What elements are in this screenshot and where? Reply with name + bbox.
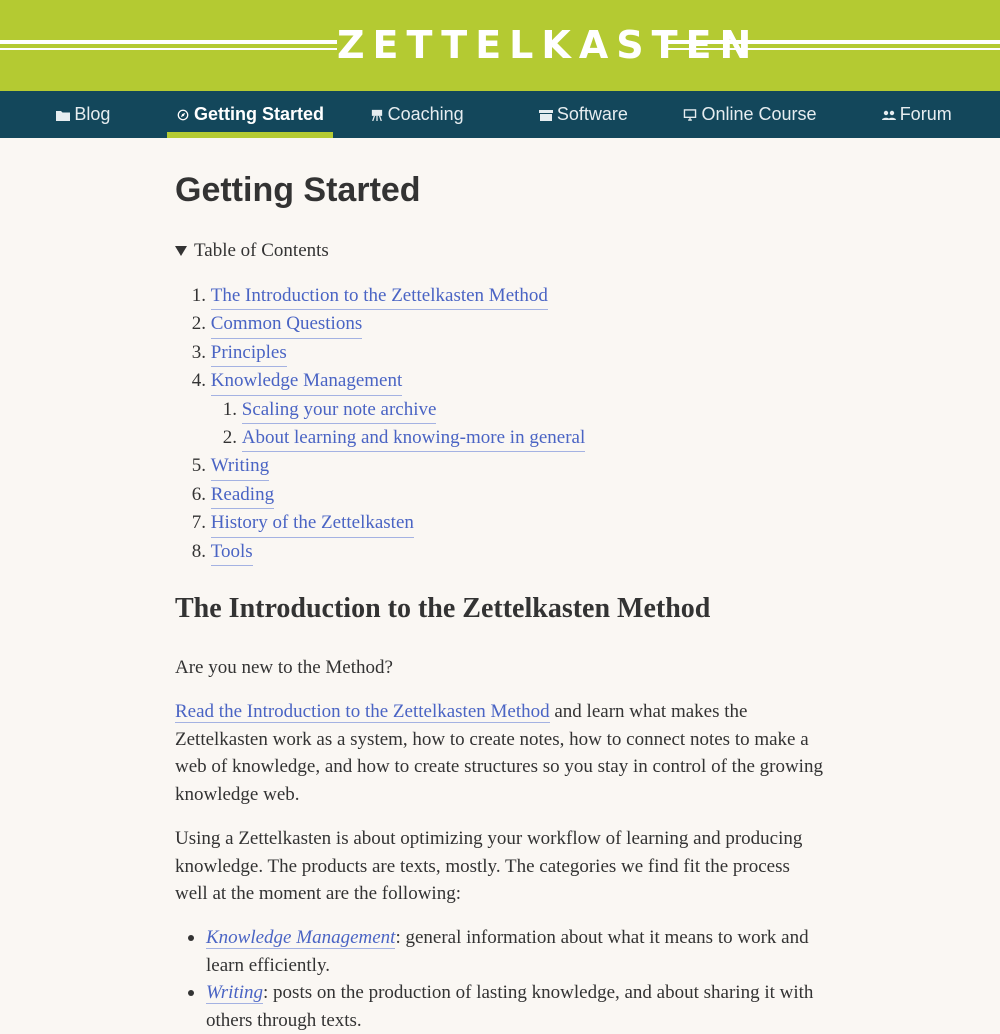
- nav-item-label: Blog: [74, 104, 111, 124]
- category-link[interactable]: Writing: [206, 982, 264, 1004]
- toc-link[interactable]: Reading: [211, 481, 274, 509]
- list-item: [175, 979, 825, 1034]
- toc-item: [175, 538, 825, 566]
- categories-list: [175, 924, 825, 1034]
- compass-icon: [176, 109, 190, 121]
- toc-subitem: [175, 424, 825, 452]
- site-logo[interactable]: ZETTELKASTEN: [337, 23, 760, 67]
- toc-link[interactable]: The Introduction to the Zettelkasten Method: [211, 282, 548, 310]
- triangle-down-icon: [175, 246, 187, 256]
- nav-item-label: Coaching: [387, 104, 464, 124]
- nav-item-label: Online Course: [701, 104, 817, 124]
- toc-item-number: 7.: [191, 512, 206, 534]
- nav-item-label: Getting Started: [194, 104, 325, 124]
- toc-link[interactable]: History of the Zettelkasten: [211, 509, 414, 537]
- intro-paragraph: [175, 698, 825, 808]
- toc-link[interactable]: Knowledge Management: [211, 367, 403, 395]
- toc-item-number: 6.: [191, 483, 206, 505]
- header-rule-left: [0, 40, 337, 50]
- toc-link[interactable]: Principles: [211, 339, 287, 367]
- toc-item: [175, 367, 825, 395]
- main-nav: [0, 91, 1000, 138]
- intro-question: Are you new to the Method?: [175, 657, 393, 679]
- toc-link[interactable]: Tools: [211, 538, 253, 566]
- toc-item-number: 3.: [191, 341, 206, 363]
- nav-item-online-course[interactable]: [667, 91, 834, 138]
- toc-item-number: 1.: [191, 285, 206, 306]
- nav-item-label: Software: [556, 104, 628, 124]
- table-of-contents: [175, 282, 825, 566]
- toc-item: [175, 509, 825, 537]
- main-content: [175, 138, 825, 1034]
- toc-item-number: 8.: [191, 540, 206, 562]
- easel-icon: [370, 109, 384, 121]
- section-heading: The Introduction to the Zettelkasten Method: [175, 593, 711, 625]
- toc-item-number: 4.: [191, 370, 206, 392]
- toc-subitem: [175, 396, 825, 424]
- users-icon: [882, 109, 896, 121]
- page-title: Getting Started: [175, 171, 421, 209]
- intro-link[interactable]: Read the Introduction to the Zettelkasten Method: [175, 701, 550, 723]
- category-description: : general information about what it means to work and learn efficiently.: [206, 927, 809, 976]
- toc-link[interactable]: Scaling your note archive: [242, 396, 437, 424]
- nav-item-software[interactable]: [500, 91, 667, 138]
- toc-item: [175, 339, 825, 367]
- nav-item-blog[interactable]: [0, 91, 167, 138]
- categories-paragraph: Using a Zettelkasten is about optimizing your workflow of learning and producing knowledge. The products are texts, mostly. The categories we find fit the process well at the moment are the following:: [175, 828, 803, 904]
- nav-item-getting-started[interactable]: [167, 91, 334, 138]
- header-rule-right: [663, 40, 1000, 50]
- toc-item: [175, 310, 825, 338]
- toc-toggle[interactable]: [175, 240, 825, 262]
- toc-item: [175, 481, 825, 509]
- nav-item-forum[interactable]: [833, 91, 1000, 138]
- category-link[interactable]: Knowledge Management: [206, 927, 396, 949]
- site-header: [0, 0, 1000, 91]
- box-icon: [539, 109, 553, 121]
- toc-item: [175, 282, 825, 310]
- nav-item-label: Forum: [899, 104, 952, 124]
- category-description: : posts on the production of lasting knowledge, and about sharing it with others through texts.: [206, 982, 814, 1031]
- intro-paragraph-text: and learn what makes the Zettelkasten work as a system, how to create notes, how to connect notes to make a web of knowledge, and how to create structures so you stay in control of the growing knowledge web.: [175, 701, 823, 805]
- toc-item-number: 5.: [191, 455, 206, 477]
- toc-item: [175, 452, 825, 480]
- monitor-icon: [683, 109, 697, 121]
- folder-icon: [56, 109, 70, 121]
- toc-link[interactable]: Common Questions: [211, 310, 362, 338]
- toc-item-number: 1.: [222, 398, 237, 420]
- nav-item-coaching[interactable]: [333, 91, 500, 138]
- list-item: [175, 924, 825, 979]
- toc-link[interactable]: Writing: [211, 452, 269, 480]
- toc-item-number: 2.: [222, 427, 237, 449]
- toc-item-number: 2.: [191, 313, 206, 335]
- toc-summary-label: Table of Contents: [194, 240, 329, 261]
- toc-link[interactable]: About learning and knowing-more in general: [242, 424, 585, 452]
